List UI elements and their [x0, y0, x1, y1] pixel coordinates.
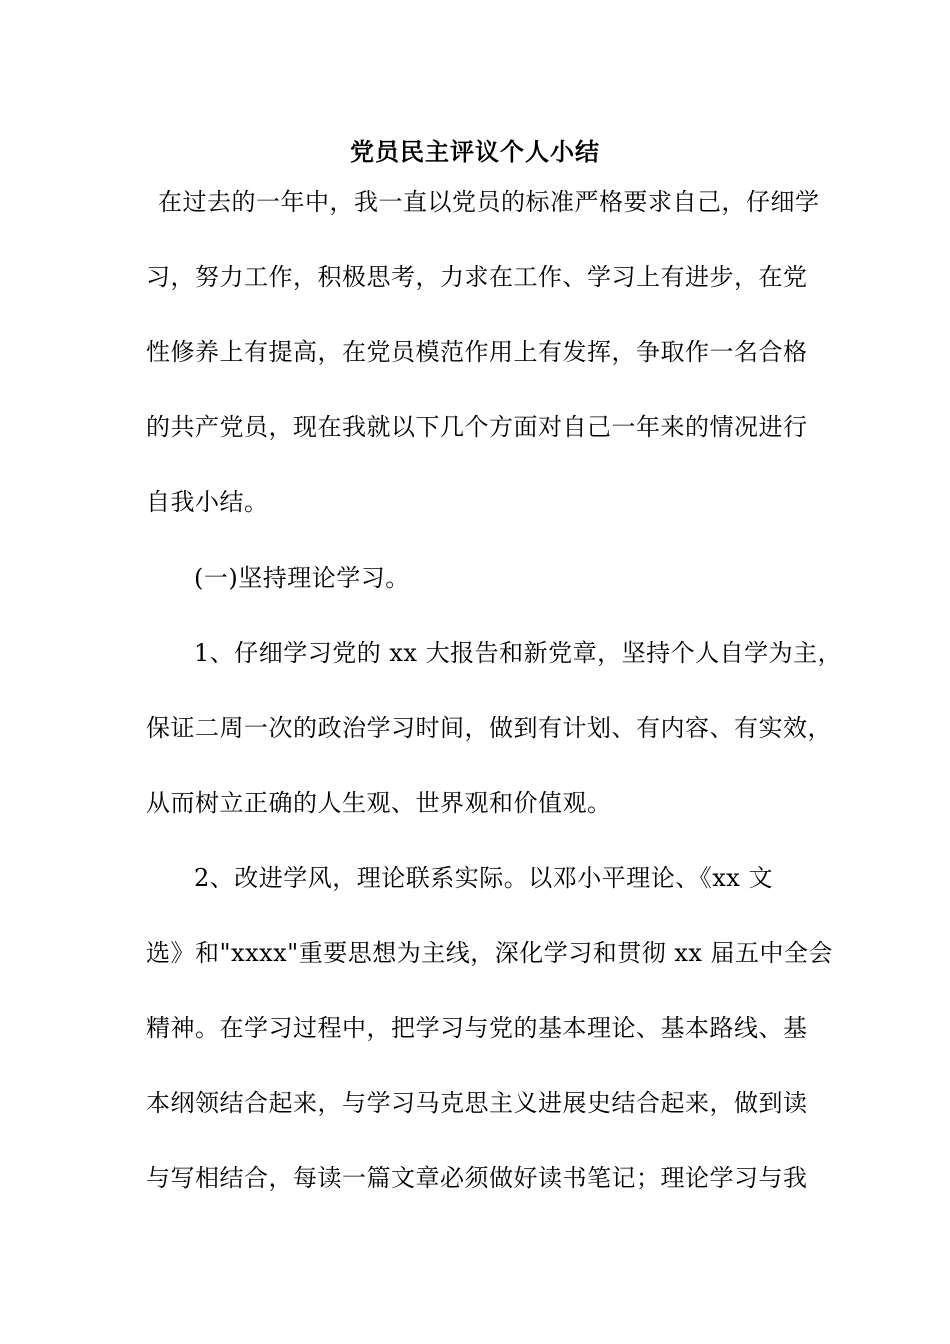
paragraph-line: 保证二周一次的政治学习时间，做到有计划、有内容、有实效，: [146, 714, 832, 742]
paragraph-line: 从而树立正确的人生观、世界观和价值观。: [146, 789, 612, 817]
paragraph-line: 性修养上有提高，在党员模范作用上有发挥，争取作一名合格: [146, 338, 808, 366]
paragraph-line: 精神。在学习过程中，把学习与党的基本理论、基本路线、基: [146, 1014, 808, 1042]
paragraph-line: 与写相结合，每读一篇文章必须做好读书笔记；理论学习与我: [146, 1164, 808, 1192]
paragraph-line: 2、改进学风，理论联系实际。以邓小平理论、《xx 文: [194, 864, 773, 892]
paragraph-line: 自我小结。: [146, 488, 269, 516]
paragraph-line: 本纲领结合起来，与学习马克思主义进展史结合起来，做到读: [146, 1089, 808, 1117]
paragraph-line: 1、仔细学习党的 xx 大报告和新党章，坚持个人自学为主，: [194, 639, 843, 667]
paragraph-line: 选》和"xxxx"重要思想为主线，深化学习和贯彻 xx 届五中全会: [146, 939, 834, 967]
paragraph-line: 的共产党员，现在我就以下几个方面对自己一年来的情况进行: [146, 413, 808, 441]
section-heading: (一)坚持理论学习。: [194, 564, 410, 592]
paragraph-line: 习，努力工作，积极思考，力求在工作、学习上有进步，在党: [146, 263, 808, 291]
paragraph-line: 在过去的一年中，我一直以党员的标准严格要求自己，仔细学: [158, 188, 820, 216]
document-title: 党员民主评议个人小结: [350, 137, 600, 166]
